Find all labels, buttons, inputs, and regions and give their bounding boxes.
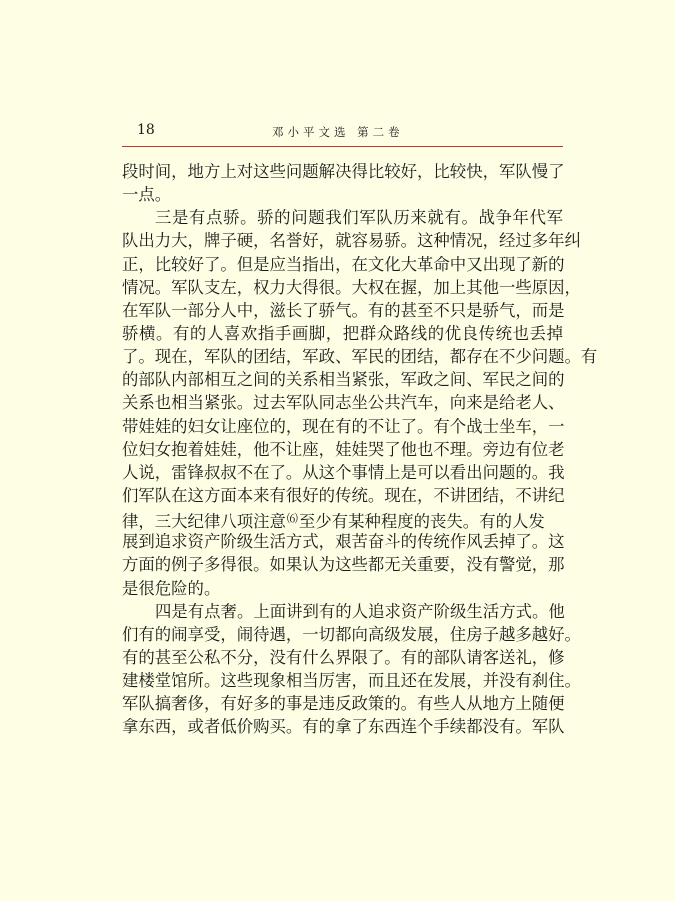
- text-line: 关系也相当紧张。过去军队同志坐公共汽车，向来是给老人、: [122, 393, 565, 413]
- text-line: 骄横。有的人喜欢指手画脚，把群众路线的优良传统也丢掉: [122, 323, 563, 343]
- text-line: 展到追求资产阶级生活方式，艰苦奋斗的传统作风丢掉了。这: [122, 532, 565, 552]
- text-line: 了。现在，军队的团结，军政、军民的团结，都存在不少问题。有: [122, 347, 598, 367]
- text-line: 们军队在这方面本来有很好的传统。现在，不讲团结，不讲纪: [122, 485, 565, 505]
- text-line: 一点。: [122, 185, 172, 205]
- text-segment: 至少有某种程度的丧失。有的人发: [298, 512, 545, 532]
- page-header: [122, 116, 563, 147]
- text-line: 正，比较好了。但是应当指出，在文化大革命中又出现了新的: [122, 254, 565, 274]
- text-line: 方面的例子多得很。如果认为这些都无关重要，没有警觉，那: [122, 555, 565, 575]
- text-line: 有的甚至公私不分，没有什么界限了。有的部队请客送礼，修: [122, 647, 565, 667]
- text-line: 军队搞奢侈，有好多的事是违反政策的。有些人从地方上随便: [122, 694, 565, 714]
- text-line: 带娃娃的妇女让座位的，现在有的不让了。有个战士坐车，一: [122, 416, 565, 436]
- running-title: 邓小平文选 第二卷: [272, 125, 404, 139]
- paragraph-start-line: 三是有点骄。骄的问题我们军队历来就有。战争年代军: [155, 208, 563, 228]
- text-line: 拿东西，或者低价购买。有的拿了东西连个手续都没有。军队: [122, 717, 565, 737]
- text-line: 们有的闹享受，闹待遇，一切都向高级发展，住房子越多越好。: [122, 624, 581, 644]
- body-text: [122, 160, 598, 739]
- text-line: 是很危险的。: [122, 578, 221, 598]
- text-line: 建楼堂馆所。这些现象相当厉害，而且还在发展，并没有刹住。: [122, 671, 581, 691]
- footnote-reference[interactable]: ⑹: [286, 512, 298, 526]
- text-line-with-note: [122, 507, 563, 530]
- text-line: 位妇女抱着娃娃，他不让座，娃娃哭了他也不理。旁边有位老: [122, 439, 565, 459]
- text-line: 情况。军队支左，权力大得很。大权在握，加上其他一些原因，: [122, 277, 581, 297]
- text-line: 段时间，地方上对这些问题解决得比较好，比较快，军队慢了: [122, 162, 565, 181]
- text-segment: 律，三大纪律八项注意: [122, 512, 286, 532]
- text-line: 的部队内部相互之间的关系相当紧张，军政之间、军民之间的: [122, 370, 565, 390]
- text-line: 在军队一部分人中，滋长了骄气。有的甚至不只是骄气，而是: [122, 300, 565, 320]
- paragraph-start-line: 四是有点奢。上面讲到有的人追求资产阶级生活方式。他: [155, 601, 565, 621]
- page-number: 18: [137, 122, 155, 138]
- text-line: 队出力大，牌子硬，名誉好，就容易骄。这种情况，经过多年纠: [122, 231, 581, 251]
- text-line: 人说，雷锋叔叔不在了。从这个事情上是可以看出问题的。我: [122, 462, 565, 482]
